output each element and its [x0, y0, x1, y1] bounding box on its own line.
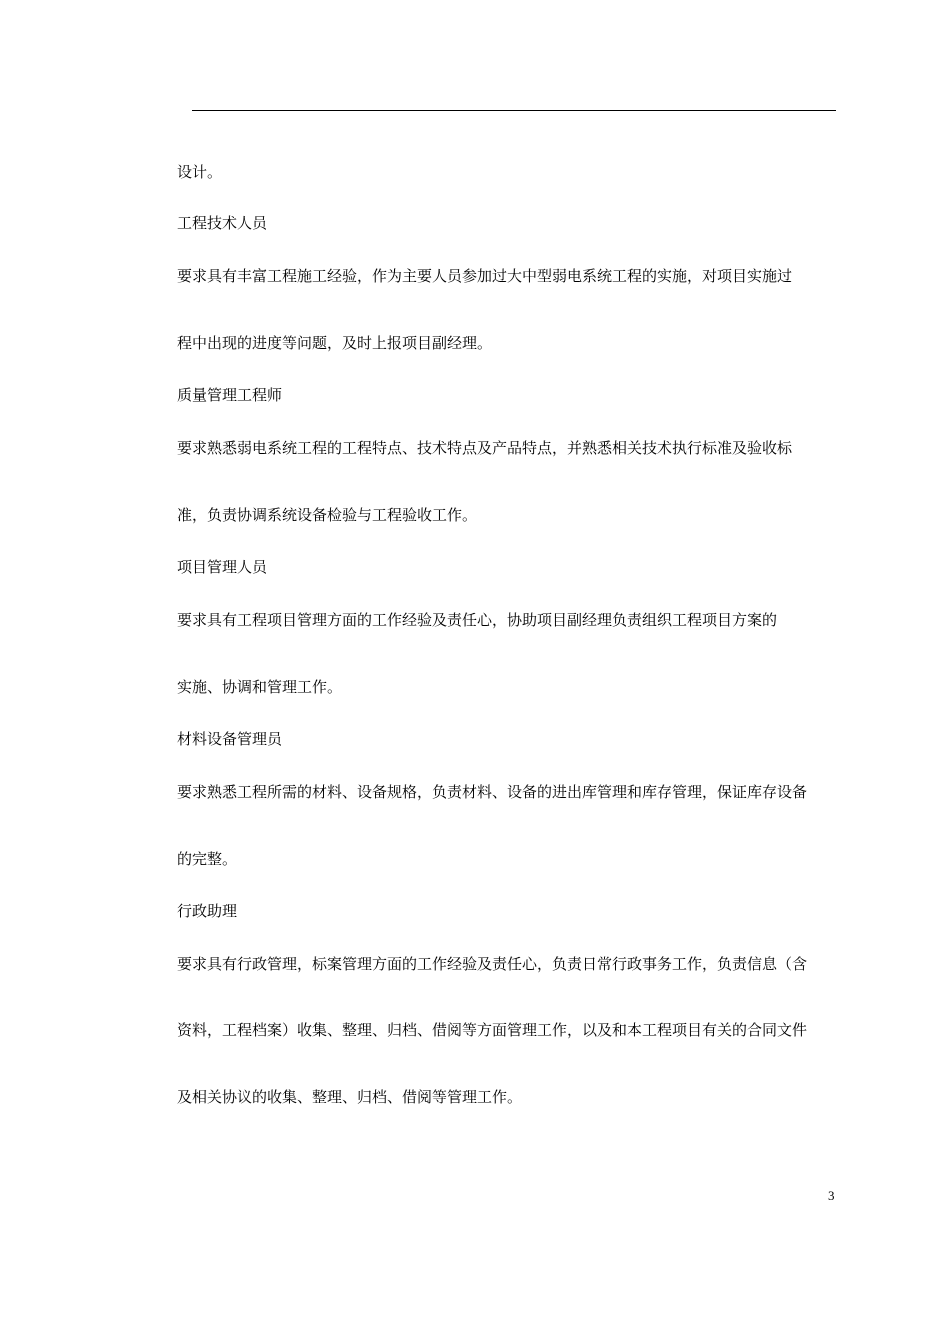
section-heading: 材料设备管理员	[177, 730, 283, 748]
body-line: 的完整。	[177, 850, 238, 868]
body-line: 资料，工程档案）收集、整理、归档、借阅等方面管理工作，以及和本工程项目有关的合同文件	[177, 1021, 808, 1039]
body-line: 实施、协调和管理工作。	[177, 678, 343, 696]
body-line: 及相关协议的收集、整理、归档、借阅等管理工作。	[177, 1088, 523, 1106]
body-line: 要求具有工程项目管理方面的工作经验及责任心，协助项目副经理负责组织工程项目方案的	[177, 611, 778, 629]
body-line: 要求具有丰富工程施工经验，作为主要人员参加过大中型弱电系统工程的实施，对项目实施过	[177, 267, 793, 285]
page-number: 3	[828, 1188, 835, 1203]
section-heading: 工程技术人员	[177, 214, 268, 232]
body-line: 设计。	[177, 163, 223, 181]
section-heading: 行政助理	[177, 902, 238, 920]
section-heading: 项目管理人员	[177, 558, 268, 576]
section-heading: 质量管理工程师	[177, 386, 283, 404]
body-line: 要求熟悉弱电系统工程的工程特点、技术特点及产品特点，并熟悉相关技术执行标准及验收标	[177, 439, 793, 457]
body-line: 程中出现的进度等问题，及时上报项目副经理。	[177, 334, 493, 352]
header-rule	[192, 110, 836, 111]
body-line: 要求具有行政管理，标案管理方面的工作经验及责任心，负责日常行政事务工作，负责信息（含	[177, 955, 808, 973]
body-line: 要求熟悉工程所需的材料、设备规格，负责材料、设备的进出库管理和库存管理，保证库存设备	[177, 783, 808, 801]
body-line: 准，负责协调系统设备检验与工程验收工作。	[177, 506, 478, 524]
